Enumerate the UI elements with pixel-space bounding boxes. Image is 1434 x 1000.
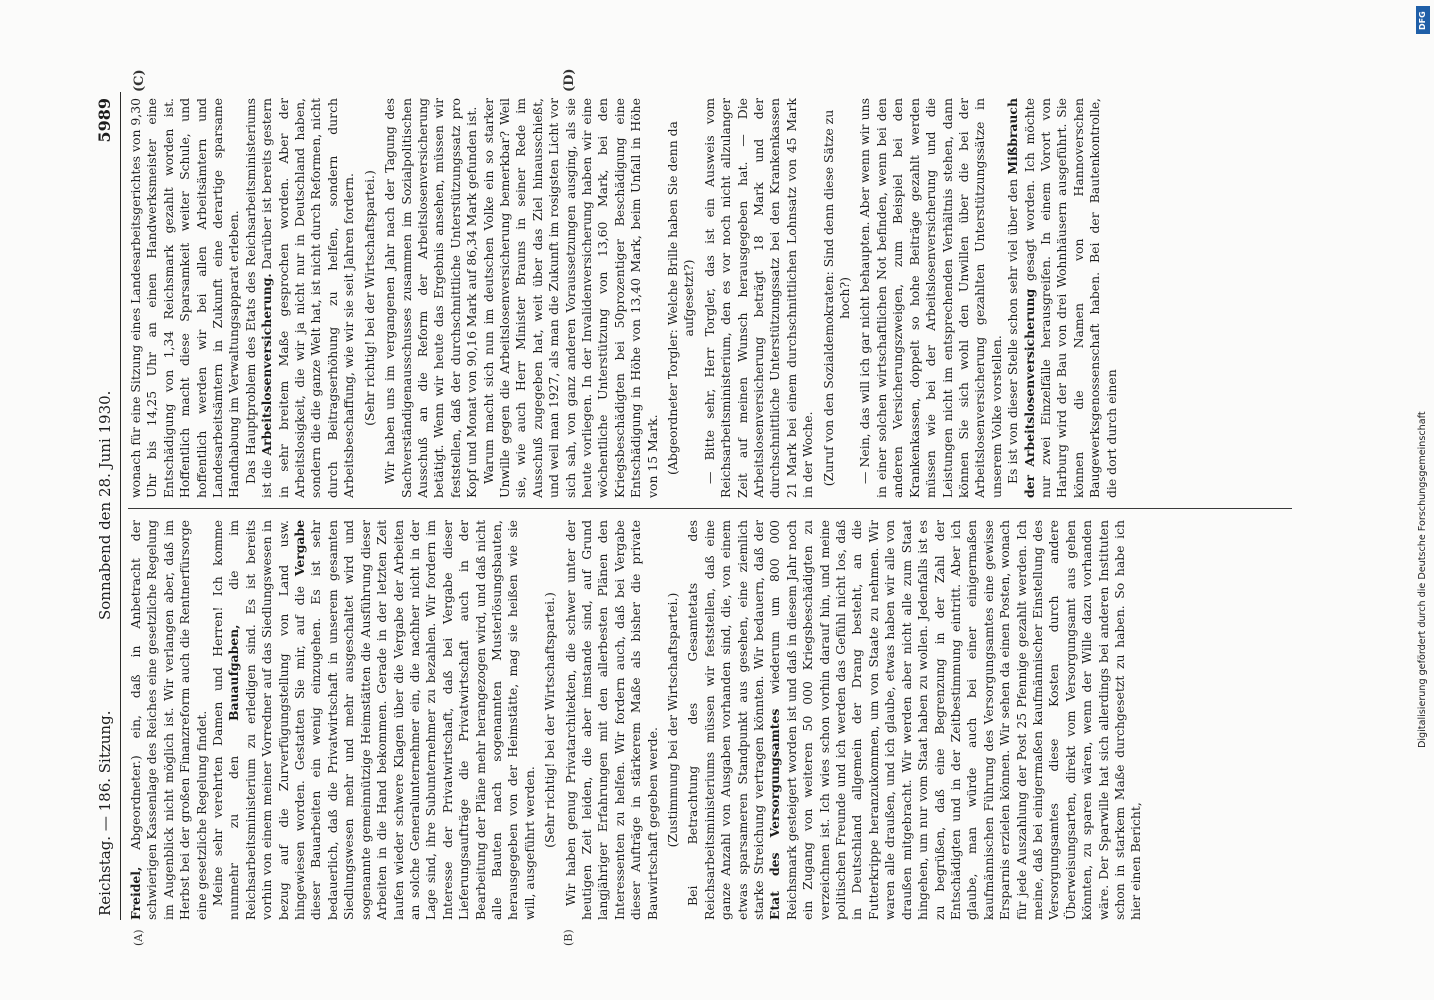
emphasis-text: Bauaufgaben, (226, 624, 242, 721)
speaker-role: Abgeordneter.) (128, 755, 143, 850)
column-divider (128, 508, 1292, 509)
margin-mark-c: (C) (132, 69, 147, 92)
header-date: Sonnabend den 28. Juni 1930. (96, 390, 114, 620)
interjection: (Sehr richtig! bei der Wirtschaftspartei.) (361, 170, 377, 426)
emphasis-text: Vergabe (292, 520, 308, 577)
paragraph: wonach für eine Sitzung eines Landesarbeitsgerichtes von 9,30 Uhr bis 14,25 Uhr an einen Handwerksmeister eine Entschädigung von 1,34 Reichsmark gezahlt worden ist. Hoffentlich macht diese Sparsamkeit weiter Schule, und hoffentlich werden wir bei allen Arbeitsämtern und Landesarbeitsämtern in Zukunft eine derartige sparsame Handhabung im Verwaltungsapparat erleben. (128, 98, 242, 498)
paragraph (128, 520, 210, 920)
interjection: (Zustimmung bei der Wirtschaftspartei.) (665, 592, 680, 848)
paragraph-text: gesagt worden. Ich möchte nur zwei Einzelfälle herausgreifen. In einem Vorort von Harburg wird der Bau von drei Wohnhäusern ausgeführt. Sie können die Namen von Hannoverschen Baugewerksgenossenschaft haben. Bei der Bautenkontrolle, die dort durch einen (1021, 98, 1119, 498)
margin-mark-d: (D) (562, 68, 577, 92)
speaker-name: Freidel, (128, 866, 143, 920)
paragraph-text: Bei Betrachtung des Gesamtetats des Reichsarbeitsministeriums müssen wir feststellen, daß eine ganze Anzahl von Ausgaben vorhanden sind, die, von einem etwas sparsameren Standpunkt aus gesehen, eine ziemlich starke Streichung vertragen könnten. Wir bedauern, daß der (685, 520, 767, 920)
paragraph-text: Meine sehr verehrten Damen und Herren! Ich komme nunmehr zu den (210, 520, 242, 920)
paragraph: — Bitte sehr, Herr Torgler, das ist ein Ausweis vom Reichsarbeitsministerium, den es vor noch nicht allzulanger Zeit auf meinen Wunsch herausgegeben hat. — Die Arbeitslosenversicherung beträgt 18 Mark und der durchschnittliche Unterstützungssatz bei den Krankenkassen 21 Mark bei einem durchschnittlichen Lohnsatz von 45 Mark in der Woche. (701, 98, 816, 498)
interjection: (Sehr richtig! bei der Wirtschaftspartei.) (542, 592, 558, 848)
paragraph-text: dieser Bauarbeiten ein wenig einzugehen. Es ist sehr bedauerlich, daß die Privatwirtschaft in unserem gesamten Siedlungswesen mehr und mehr ausgeschaltet wird und sogenannte gemeinnützige Heimstätten die Ausführung dieser Arbeiten in die Hand bekommen. Gerade in der letzten Zeit laufen wieder schwere Klagen über die Vergabe der Arbeiten an solche Generalunternehmer ein, die nachher nicht in der Lage sind, ihre Subunternehmer zu bezahlen. Wir fordern im Interesse der Privatwirtschaft, daß bei Vergabe dieser Lieferungsaufträge die Privatwirtschaft auch in der Bearbeitung der Pläne mehr herangezogen wird, und daß nicht alle Bauten nach sogenannten Musterlösungsbauten, herausgegeben von der Heimstätte, mag sie heißen wie sie will, ausgeführt werden. (308, 520, 537, 920)
margin-mark-a: (A) (132, 929, 145, 946)
paragraph: Wir haben uns im vergangenen Jahr nach der Tagung des Sachverständigenausschusses zusammen im Sozialpolitischen Ausschuß an die Reform der Arbeitslosenversicherung betätigt. Wenn wir heute das Ergebnis ansehen, müssen wir feststellen, daß der durchschnittliche Unterstützungssatz pro Kopf und Monat von 90,16 Mark auf 86,34 Mark gefunden ist. (382, 98, 480, 498)
paragraph-text: Es ist von dieser Stelle schon sehr viel über den (1005, 178, 1021, 484)
emphasis-text: Etat des Versorgungsamtes (767, 708, 783, 920)
paragraph (1005, 98, 1120, 498)
paragraph-text: wiederum um 800 000 Reichsmark gesteigert worden ist und daß in diesem Jahr noch ein Zugang von weiteren 50 000 Kriegsbeschädigten zu verzeichnen ist. Ich wies schon vorhin darauf hin, und meine politischen Freunde und ich werden das Gefühl nicht los, daß in Deutschland allgemein der Drang besteht, an die Futterkrippe heranzukommen, um von Staate zu nehmen. Wir waren alle draußen, und ich glaube, etwas haben wir alle von draußen mitgebracht. Wir werden aber nicht alle zum Staat hingehen, um nur vom Staat haben zu wollen. Jedenfalls ist es zu begrüßen, daß eine Begrenzung in der Zahl der Entschädigten und in der Zeitbestimmung eintritt. Aber ich glaube, man würde auch bei einer einigermaßen kaufmännischen Führung des Versorgungsamtes eine gewisse Ersparnis erzielen können. Wir sehen da einen Posten, wonach für jede Auszahlung der Post 25 Pfennige gezahlt werden. Ich meine, daß bei einigermaßen kaufmännischer Einstellung des Versorgungsamtes diese Kosten durch andere Überweisungsarten, direkt vom Versorgungsamt aus gehen könnten, zu sparen wären, wenn der Wille dazu vorhanden wäre. Der Sparwille hat sich allerdings bei anderen Instituten schon in starkem Maße durchgesetzt zu haben. So habe ich hier einen Bericht, (767, 520, 1144, 920)
interjection: (Zuruf von den Sozialdemokraten: Sind denn diese Sätze zu hoch?) (820, 109, 853, 487)
paragraph-text: die im Reichsarbeitsministerium zu erledigen sind. Es ist bereits vorhin von einem meiner Vorredner auf das Siedlungswesen in bezug auf die Zurverfügungstellung von Land usw. hingewiesen worden. Gestatten Sie mir, auf die (226, 520, 308, 920)
paragraph-text: Das Hauptproblem des Etats des Reichsarbeitsministeriums ist die (242, 98, 275, 498)
emphasis-text: Arbeitslosenversicherung. (259, 273, 275, 456)
header-session: Reichstag. — 186. Sitzung. (96, 710, 114, 916)
paragraph (243, 98, 358, 498)
digitization-text: Digitalisierung gefördert durch die Deutsche Forschungsgemeinschaft (1417, 411, 1428, 748)
digitization-note (1412, 0, 1432, 1000)
emphasis-text: Mißbrauch der Arbeitslosenversicherung (1005, 98, 1037, 498)
paragraph-text: Darüber ist bereits gestern in sehr breitem Maße gesprochen worden. Aber der Arbeitslosigkeit, die wir ja nicht nur in Deutschland haben, sondern die die ganze Welt hat, ist nicht durch Reformen, nicht durch Beitragserhöhung zu helfen, sondern durch Arbeitsbeschaffung, wie wir sie seit Jahren fordern. (259, 98, 357, 498)
rotated-document (92, 68, 1300, 946)
dfg-logo-text: DFG (1418, 11, 1427, 30)
margin-mark-b: (B) (562, 929, 575, 946)
left-column (128, 520, 1292, 920)
paragraph (210, 520, 538, 920)
paragraph: Warum macht sich nun im deutschen Volke ein so starker Unwille gegen die Arbeitslosenversicherung bemerkbar? Weil sie, wie auch Herr Minister Brauns in seiner Rede im Ausschuß zugegeben hat, weit über das Ziel hinausschießt, und weil man 1927, als man die Zukunft im rosigsten Licht vor sich sah, von ganz anderen Voraussetzungen ausging, als sie heute vorliegen. In der Invalidenversicherung haben wir eine wöchentliche Unterstützung von 13,60 Mark, bei den Kriegsbeschädigten bei 50prozentiger Beschädigung eine Entschädigung in Höhe von 13,40 Mark, beim Unfall in Höhe von 15 Mark. (480, 98, 660, 498)
paragraph: Wir haben genug Privatarchitekten, die schwer unter der heutigen Zeit leiden, die aber imstande sind, auf Grund langjähriger Erfahrungen mit den allerbesten Plänen den Interessenten zu helfen. Wir fordern auch, daß bei Vergabe dieser Aufträge in stärkerem Maße als bisher die private Bauwirtschaft gegeben werde. (562, 520, 660, 920)
right-column (128, 98, 1292, 498)
interjection: (Abgeordneter Torgler: Welche Brille haben Sie denn da aufgesetzt?) (665, 121, 697, 475)
paragraph: — Nein, das will ich gar nicht behaupten. Aber wenn wir uns in einer solchen wirtschaftlichen Not befinden, wenn bei den anderen Versicherungszweigen, zum Beispiel bei den Krankenkassen, doppelt so hohe Beiträge gezahlt werden müssen wie bei der Arbeitslosenversicherung und die Leistungen nicht im entsprechenden Verhältnis stehen, dann können Sie sich wohl den Unwillen über die bei der Arbeitslosenversicherung gezahlten Unterstützungssätze in unserem Volke vorstellen. (857, 98, 1004, 498)
page-header (92, 92, 121, 920)
paragraph (685, 520, 1144, 920)
page-number: 5989 (95, 98, 114, 143)
paragraph-text: ein, daß in Anbetracht der schwierigen Kassenlage des Reiches eine gesetzliche Regelung im Augenblick nicht möglich ist. Wir verlangen aber, daß im Herbst bei der großen Finanzreform auch die Rentnerfürsorge eine gesetzliche Regelung findet. (128, 520, 209, 920)
